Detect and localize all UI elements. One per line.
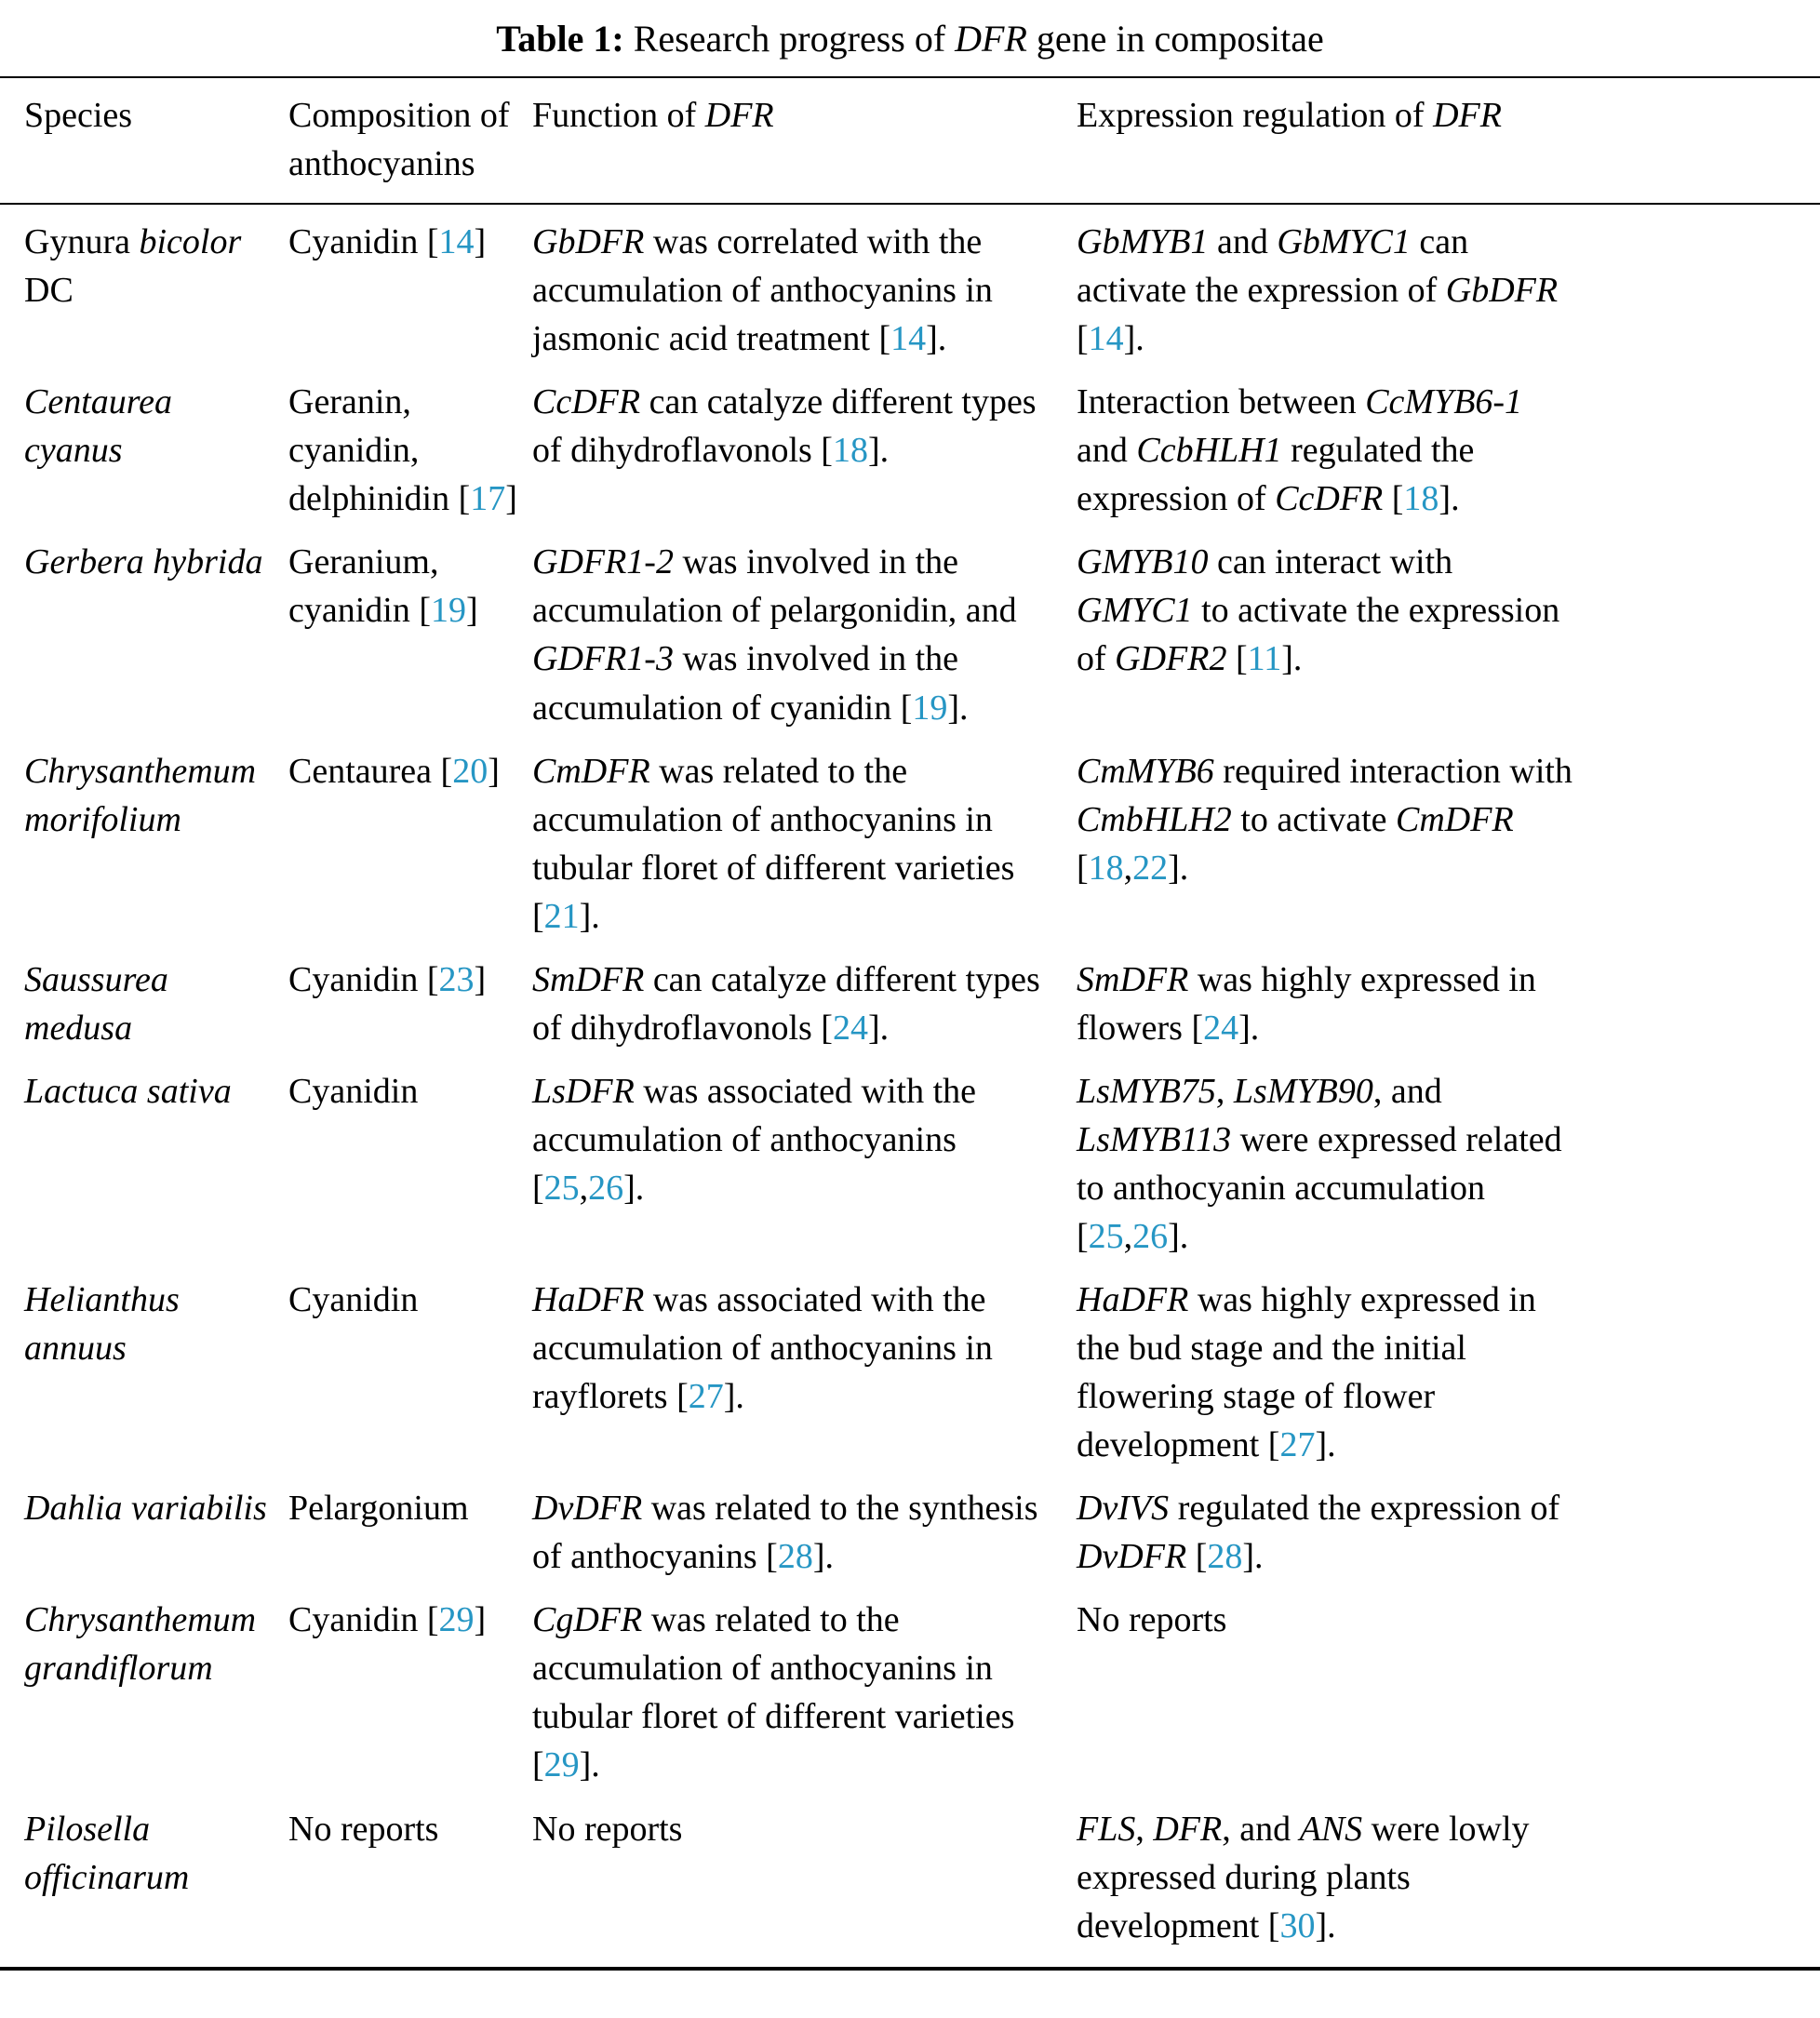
- citation-link[interactable]: 27: [688, 1377, 724, 1417]
- text-segment: No reports: [288, 1809, 439, 1849]
- cell-function: [532, 204, 1077, 368]
- citation-link[interactable]: 29: [543, 1745, 580, 1785]
- text-segment: SmDFR: [532, 959, 645, 999]
- text-segment: ].: [926, 319, 947, 359]
- text-segment: CgDFR: [532, 1600, 643, 1640]
- text-segment: [: [1077, 319, 1089, 359]
- text-segment: were lowly expressed during plants development [: [1077, 1809, 1530, 1945]
- text-segment: No reports: [1077, 1600, 1227, 1640]
- header-cell-function: [532, 77, 1077, 204]
- text-segment: Chrysanthemum grandiflorum: [24, 1600, 257, 1689]
- text-segment: Expression regulation of: [1077, 96, 1434, 135]
- header-cell-expression: [1077, 77, 1820, 204]
- text-segment: was highly expressed in the bud stage and the initial flowering stage of flower development [: [1077, 1280, 1536, 1465]
- cell-function: [532, 1266, 1077, 1475]
- text-segment: Cyanidin [: [288, 1600, 439, 1640]
- cell-composition: [288, 204, 532, 368]
- table-row: [0, 1586, 1820, 1795]
- table-caption: [0, 11, 1820, 76]
- text-segment: can interact with: [1208, 542, 1453, 582]
- cell-composition: [288, 1266, 532, 1475]
- text-segment: were expressed related to anthocyanin accumulation [: [1077, 1119, 1562, 1256]
- table-row: [0, 1475, 1820, 1586]
- cell-expression: [1077, 1586, 1820, 1795]
- text-segment: ]: [466, 591, 478, 631]
- cell-expression: [1077, 528, 1820, 737]
- text-segment: GbDFR: [1445, 271, 1559, 311]
- text-segment: ,: [1215, 1071, 1234, 1111]
- text-segment: LsDFR: [532, 1071, 635, 1111]
- text-segment: GbDFR: [532, 222, 645, 262]
- cell-function: [532, 1586, 1077, 1795]
- text-segment: CcbHLH1: [1136, 431, 1282, 471]
- text-segment: [: [1383, 479, 1404, 519]
- text-segment: Gerbera hybrida: [24, 542, 263, 582]
- text-segment: Centaurea [: [288, 751, 453, 791]
- cell-function: [532, 1058, 1077, 1266]
- text-segment: ].: [1281, 639, 1303, 679]
- text-segment: GbMYB1: [1077, 222, 1209, 262]
- cell-function: [532, 946, 1077, 1058]
- text-segment: ].: [867, 431, 890, 471]
- text-segment: Helianthus annuus: [24, 1280, 180, 1369]
- text-segment: bicolor: [139, 222, 242, 262]
- cell-function: [532, 1796, 1077, 1969]
- text-segment: can catalyze different types of dihydroflavonols [: [532, 959, 1040, 1048]
- text-segment: CcDFR: [1275, 479, 1384, 519]
- cell-expression: [1077, 204, 1820, 368]
- text-segment: was correlated with the accumulation of anthocyanins in jasmonic acid treatment [: [532, 222, 993, 359]
- cell-function: [532, 738, 1077, 946]
- text-segment: and: [1077, 431, 1137, 471]
- cell-function: [532, 368, 1077, 528]
- text-segment: CmbHLH2: [1077, 799, 1232, 839]
- table-row: [0, 204, 1820, 368]
- cell-species: [0, 946, 288, 1058]
- text-segment: ,: [1123, 848, 1133, 888]
- text-segment: ,: [1135, 1809, 1154, 1849]
- text-segment: , and: [1222, 1809, 1300, 1849]
- text-segment: Chrysanthemum morifolium: [24, 751, 257, 839]
- cell-composition: [288, 1058, 532, 1266]
- text-segment: ]: [474, 959, 487, 999]
- text-segment: regulated the expression of: [1077, 431, 1475, 519]
- text-segment: was associated with the accumulation of anthocyanins in rayflorets [: [532, 1280, 993, 1417]
- text-segment: Pelargonium: [288, 1489, 469, 1529]
- text-segment: DC: [24, 271, 74, 311]
- cell-expression: [1077, 1475, 1820, 1586]
- text-segment: Interaction between: [1077, 382, 1366, 422]
- text-segment: and: [1208, 222, 1278, 262]
- text-segment: can catalyze different types of dihydroflavonols [: [532, 382, 1037, 471]
- citation-link[interactable]: 28: [1207, 1537, 1243, 1577]
- text-segment: Saussurea medusa: [24, 959, 168, 1048]
- text-segment: GDFR1-3: [532, 639, 674, 679]
- text-segment: ,: [579, 1168, 589, 1208]
- text-segment: Cyanidin [: [288, 222, 439, 262]
- cell-expression: [1077, 1266, 1820, 1475]
- citation-link[interactable]: 19: [431, 591, 467, 631]
- citation-link[interactable]: 26: [1132, 1216, 1169, 1256]
- cell-species: [0, 1058, 288, 1266]
- text-segment: ANS: [1299, 1809, 1363, 1849]
- text-segment: ].: [1168, 1216, 1189, 1256]
- text-segment: required interaction with: [1213, 751, 1572, 791]
- citation-link[interactable]: 18: [1088, 848, 1124, 888]
- cell-species: [0, 738, 288, 946]
- text-segment: ].: [579, 896, 600, 936]
- cell-expression: [1077, 1058, 1820, 1266]
- text-segment: Dahlia variabilis: [24, 1489, 267, 1529]
- header-cell-composition: [288, 77, 532, 204]
- text-segment: Centaurea cyanus: [24, 382, 173, 471]
- citation-link[interactable]: 24: [1203, 1008, 1239, 1048]
- table-row: [0, 1796, 1820, 1969]
- text-segment: ]: [474, 1600, 487, 1640]
- text-segment: DFR: [1153, 1809, 1223, 1849]
- table-row: [0, 368, 1820, 528]
- text-segment: ].: [1238, 1008, 1260, 1048]
- cell-expression: [1077, 368, 1820, 528]
- text-segment: ].: [1168, 848, 1189, 888]
- text-segment: gene in compositae: [1026, 18, 1324, 60]
- citation-link[interactable]: 14: [1088, 319, 1124, 359]
- cell-species: [0, 1586, 288, 1795]
- text-segment: Cyanidin: [288, 1071, 419, 1111]
- citation-link[interactable]: 14: [438, 222, 475, 262]
- text-segment: was related to the synthesis of anthocyanins [: [532, 1489, 1038, 1577]
- table-row: [0, 946, 1820, 1058]
- text-segment: DvDFR: [532, 1489, 643, 1529]
- text-segment: CmDFR: [532, 751, 650, 791]
- text-segment: was highly expressed in flowers [: [1077, 959, 1536, 1048]
- text-segment: Species: [24, 96, 133, 135]
- table-row: [0, 528, 1820, 737]
- cell-species: [0, 204, 288, 368]
- citation-link[interactable]: 11: [1247, 639, 1282, 679]
- text-segment: ].: [623, 1168, 645, 1208]
- text-segment: was involved in the accumulation of cyanidin [: [532, 639, 959, 728]
- text-segment: was related to the accumulation of anthocyanins in tubular floret of different varieties [: [532, 1600, 1015, 1785]
- text-segment: Geranin, cyanidin, delphinidin [: [288, 382, 471, 519]
- text-segment: ].: [812, 1537, 834, 1577]
- text-segment: ].: [1242, 1537, 1264, 1577]
- text-segment: LsMYB90: [1233, 1071, 1373, 1111]
- text-segment: No reports: [532, 1809, 683, 1849]
- cell-species: [0, 1266, 288, 1475]
- text-segment: ,: [1123, 1216, 1133, 1256]
- text-segment: was involved in the accumulation of pelargonidin, and: [532, 542, 1017, 631]
- cell-species: [0, 1796, 288, 1969]
- text-segment: GDFR1-2: [532, 542, 674, 582]
- text-segment: regulated the expression of: [1169, 1489, 1560, 1529]
- table-row: [0, 738, 1820, 946]
- citation-link[interactable]: 21: [543, 896, 580, 936]
- cell-composition: [288, 368, 532, 528]
- text-segment: GDFR2: [1115, 639, 1227, 679]
- text-segment: was associated with the accumulation of anthocyanins [: [532, 1071, 977, 1208]
- text-segment: DFR: [1433, 96, 1502, 135]
- cell-expression: [1077, 946, 1820, 1058]
- citation-link[interactable]: 18: [832, 431, 868, 471]
- text-segment: ]: [505, 479, 517, 519]
- citation-link[interactable]: 22: [1132, 848, 1169, 888]
- text-segment: DvIVS: [1077, 1489, 1170, 1529]
- text-segment: ]: [488, 751, 500, 791]
- cell-composition: [288, 528, 532, 737]
- table-header: [0, 77, 1820, 204]
- cell-composition: [288, 1586, 532, 1795]
- text-segment: ].: [1439, 479, 1460, 519]
- text-segment: HaDFR: [532, 1280, 645, 1320]
- text-segment: SmDFR: [1077, 959, 1189, 999]
- citation-link[interactable]: 14: [890, 319, 927, 359]
- text-segment: Composition of anthocyanins: [288, 96, 510, 184]
- text-segment: FLS: [1077, 1809, 1136, 1849]
- text-segment: ].: [1123, 319, 1144, 359]
- text-segment: CcDFR: [532, 382, 641, 422]
- text-segment: Function of: [532, 96, 705, 135]
- text-segment: ].: [1315, 1425, 1336, 1465]
- citation-link[interactable]: 20: [452, 751, 488, 791]
- text-segment: DFR: [704, 96, 774, 135]
- text-segment: LsMYB75: [1077, 1071, 1216, 1111]
- citation-link[interactable]: 17: [470, 479, 506, 519]
- citation-link[interactable]: 18: [1403, 479, 1439, 519]
- cell-composition: [288, 946, 532, 1058]
- text-segment: GMYB10: [1077, 542, 1209, 582]
- cell-expression: [1077, 738, 1820, 946]
- text-segment: DFR: [955, 18, 1027, 60]
- table-row: [0, 1266, 1820, 1475]
- text-segment: was related to the accumulation of anthocyanins in tubular floret of different varieties [: [532, 751, 1015, 936]
- text-segment: , and: [1372, 1071, 1442, 1111]
- citation-link[interactable]: 27: [1279, 1425, 1316, 1465]
- cell-expression: [1077, 1796, 1820, 1969]
- header-cell-species: [0, 77, 288, 204]
- text-segment: ].: [1315, 1905, 1336, 1945]
- text-segment: Gynura: [24, 222, 140, 262]
- dfr-research-table: [0, 76, 1820, 1971]
- text-segment: ].: [579, 1745, 600, 1785]
- cell-function: [532, 528, 1077, 737]
- text-segment: Table 1:: [496, 18, 634, 60]
- text-segment: ].: [723, 1377, 744, 1417]
- text-segment: [: [1077, 848, 1089, 888]
- text-segment: [: [1226, 639, 1248, 679]
- cell-function: [532, 1475, 1077, 1586]
- cell-species: [0, 1475, 288, 1586]
- text-segment: CmDFR: [1396, 799, 1514, 839]
- text-segment: DvDFR: [1077, 1537, 1187, 1577]
- text-segment: [: [1186, 1537, 1208, 1577]
- citation-link[interactable]: 28: [777, 1537, 813, 1577]
- cell-species: [0, 368, 288, 528]
- text-segment: GbMYC1: [1277, 222, 1411, 262]
- citation-link[interactable]: 23: [438, 959, 475, 999]
- citation-link[interactable]: 25: [543, 1168, 580, 1208]
- citation-link[interactable]: 26: [588, 1168, 624, 1208]
- text-segment: Pilosella officinarum: [24, 1809, 190, 1897]
- citation-link[interactable]: 24: [832, 1008, 868, 1048]
- cell-species: [0, 528, 288, 737]
- text-segment: Cyanidin [: [288, 959, 439, 999]
- text-segment: Cyanidin: [288, 1280, 419, 1320]
- text-segment: Lactuca sativa: [24, 1071, 232, 1111]
- text-segment: CmMYB6: [1077, 751, 1214, 791]
- cell-composition: [288, 1475, 532, 1586]
- text-segment: ].: [867, 1008, 890, 1048]
- citation-link[interactable]: 19: [912, 688, 948, 728]
- text-segment: HaDFR: [1077, 1280, 1189, 1320]
- citation-link[interactable]: 25: [1088, 1216, 1124, 1256]
- text-segment: to activate: [1231, 799, 1397, 839]
- text-segment: ]: [474, 222, 487, 262]
- table-header-row: [0, 77, 1820, 204]
- table-body: [0, 204, 1820, 1969]
- citation-link[interactable]: 30: [1279, 1905, 1316, 1945]
- text-segment: GMYC1: [1077, 591, 1193, 631]
- citation-link[interactable]: 29: [438, 1600, 475, 1640]
- text-segment: LsMYB113: [1077, 1119, 1232, 1159]
- text-segment: CcMYB6-1: [1365, 382, 1523, 422]
- cell-composition: [288, 1796, 532, 1969]
- cell-composition: [288, 738, 532, 946]
- table-row: [0, 1058, 1820, 1266]
- text-segment: ].: [947, 688, 969, 728]
- text-segment: Geranium, cyanidin [: [288, 542, 439, 631]
- text-segment: can activate the expression of: [1077, 222, 1469, 311]
- text-segment: to activate the expression of: [1077, 591, 1560, 679]
- text-segment: Research progress of: [633, 18, 956, 60]
